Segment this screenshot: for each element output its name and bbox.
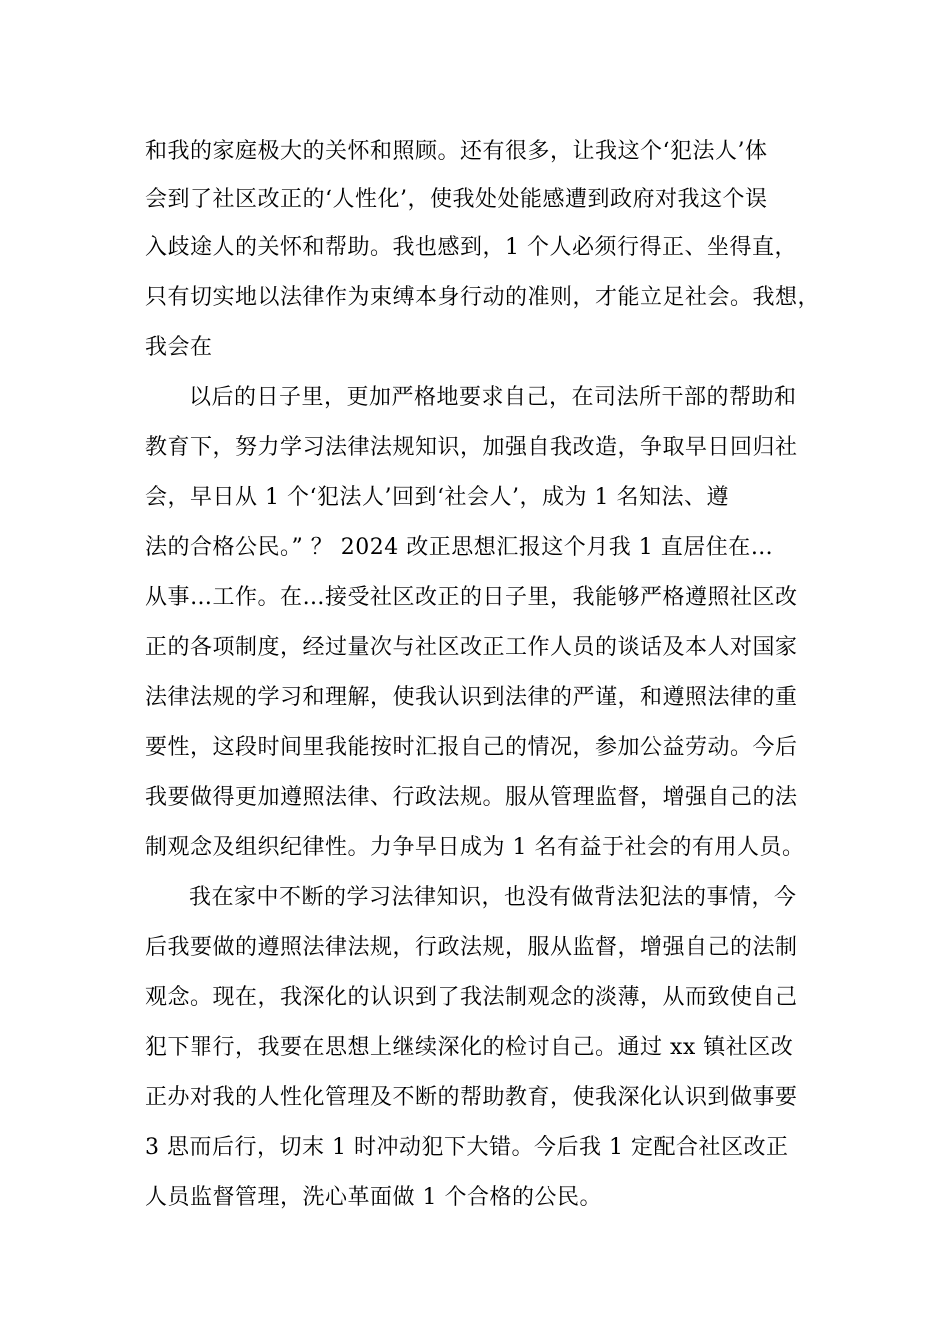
text-line-11: 正的各项制度，经过量次与社区改正工作人员的谈话及本人对国家 [145, 635, 798, 660]
text-line-1: 和我的家庭极大的关怀和照顾。还有很多，让我这个‘犯法人’体 [145, 139, 768, 164]
text-line-2: 会到了社区改正的‘人性化’，使我处处能感遭到政府对我这个误 [145, 187, 768, 212]
text-line-15: 制观念及组织纪律性。力争早日成为 1 名有益于社会的有用人员。 [145, 835, 805, 860]
text-line-3: 入歧途人的关怀和帮助。我也感到，1 个人必须行得正、坐得直， [145, 235, 797, 260]
text-line-22: 人员监督管理，洗心革面做 1 个合格的公民。 [145, 1185, 602, 1210]
text-line-12: 法律法规的学习和理解，使我认识到法律的严谨，和遵照法律的重 [145, 685, 798, 710]
text-line-17: 后我要做的遵照法律法规，行政法规，服从监督，增强自己的法制 [145, 935, 798, 960]
text-line-7: 教育下，努力学习法律法规知识，加强自我改造，争取早日回归社 [145, 435, 798, 460]
paragraph-3-line-1: 我在家中不断的学习法律知识，也没有做背法犯法的事情，今 [189, 885, 797, 910]
text-line-13: 要性，这段时间里我能按时汇报自己的情况，参加公益劳动。今后 [145, 735, 798, 760]
text-line-19: 犯下罪行，我要在思想上继续深化的检讨自己。通过 xx 镇社区改 [145, 1035, 794, 1060]
text-line-9: 法的合格公民。” ？ 2024 改正思想汇报这个月我 1 直居住在… [145, 535, 774, 560]
text-line-18: 观念。现在，我深化的认识到了我法制观念的淡薄，从而致使自己 [145, 985, 798, 1010]
text-line-20: 正办对我的人性化管理及不断的帮助教育，使我深化认识到做事要 [145, 1085, 798, 1110]
text-line-14: 我要做得更加遵照法律、行政法规。服从管理监督，增强自己的法 [145, 785, 798, 810]
paragraph-2-line-1: 以后的日子里，更加严格地要求自己，在司法所干部的帮助和 [189, 385, 797, 410]
text-line-10: 从事…工作。在…接受社区改正的日子里，我能够严格遵照社区改 [145, 585, 798, 610]
text-line-5: 我会在 [145, 335, 213, 360]
text-line-4: 只有切实地以法律作为束缚本身行动的准则，才能立足社会。我想， [145, 285, 821, 310]
text-line-21: 3 思而后行，切末 1 时冲动犯下大错。今后我 1 定配合社区改正 [145, 1135, 789, 1160]
text-line-8: 会，早日从 1 个‘犯法人’回到‘社会人’，成为 1 名知法、遵 [145, 485, 729, 510]
